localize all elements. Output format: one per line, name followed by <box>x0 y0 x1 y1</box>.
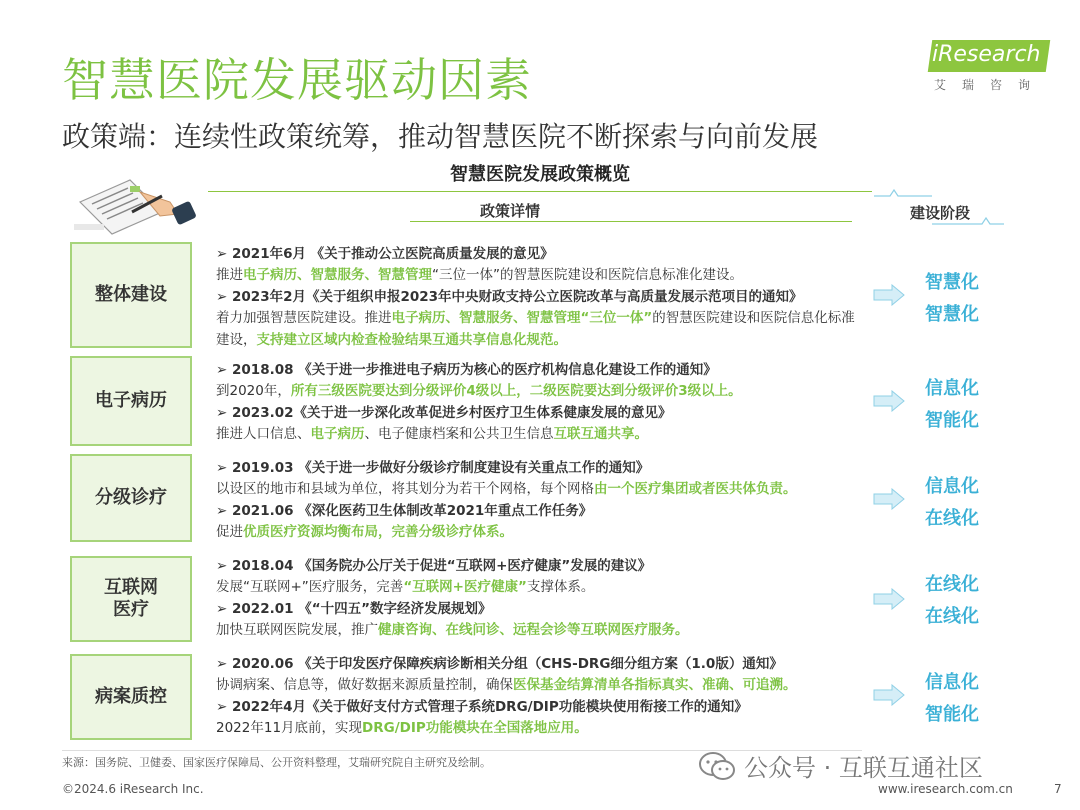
highlight-text: 优质医疗资源均衡布局，完善分级诊疗体系。 <box>243 524 513 541</box>
policy-description <box>216 479 866 500</box>
source-note: 来源：国务院、卫健委、国家医疗保障局、公开资料整理，艾瑞研究院自主研究及绘制。 <box>62 756 491 769</box>
highlight-text: 所有三级医院要达到分级评价4级以上，二级医院要达到分级评价3级以上。 <box>290 383 742 400</box>
logo-cn: 艾瑞咨询 <box>934 78 1047 92</box>
category-case-quality-control: 病案质控 <box>70 654 192 740</box>
right-arrow-icon <box>872 390 906 412</box>
stage-label: 在线化 <box>925 574 979 595</box>
stage-label: 信息化 <box>925 378 979 399</box>
wechat-watermark <box>698 748 983 783</box>
body-text: 到2020年， <box>216 383 291 400</box>
body-text: 推进 <box>216 267 243 284</box>
policy-detail-block <box>216 556 866 642</box>
stage-label: 智慧化 <box>925 304 979 325</box>
highlight-text: 医保基金结算清单各指标真实、准确、可追溯。 <box>513 677 797 694</box>
copyright: ©2024.6 iResearch Inc. <box>62 782 204 796</box>
policy-description <box>216 675 866 696</box>
body-text: 推进人口信息、 <box>216 426 311 443</box>
right-arrow-icon <box>872 284 906 306</box>
page-number: 7 <box>1054 782 1062 796</box>
policy-detail-block <box>216 244 866 351</box>
stage-label: 信息化 <box>925 672 979 693</box>
stage-label: 信息化 <box>925 476 979 497</box>
policy-description <box>216 424 866 445</box>
stage-header: 建设阶段 <box>909 204 970 222</box>
divider-line <box>208 191 872 192</box>
policy-detail-block <box>216 360 866 446</box>
overview-title: 智慧医院发展政策概览 <box>450 164 630 185</box>
policy-description <box>216 522 866 543</box>
right-arrow-icon <box>872 684 906 706</box>
highlight-text: 电子病历 <box>310 426 365 443</box>
category-emr: 电子病历 <box>70 356 192 446</box>
body-text: 协调病案、信息等，做好数据来源质量控制，确保 <box>216 677 513 694</box>
stage-label: 在线化 <box>925 606 979 627</box>
iresearch-logo <box>922 40 1052 98</box>
page-subtitle: 政策端：连续性政策统筹，推动智慧医院不断探索与向前发展 <box>62 120 819 153</box>
policy-description <box>216 718 866 739</box>
policy-heading: ➢ 2021.06 《深化医药卫生体制改革2021年重点工作任务》 <box>216 502 593 519</box>
website-link[interactable]: www.iresearch.com.cn <box>878 782 1013 796</box>
policy-detail-block <box>216 458 866 544</box>
body-text: 支撑体系。 <box>526 579 595 596</box>
category-tiered-diagnosis: 分级诊疗 <box>70 454 192 542</box>
policy-detail-block <box>216 654 866 740</box>
stage-label: 智慧化 <box>925 272 979 293</box>
body-text: 2022年11月底前，实现 <box>216 720 363 737</box>
highlight-text: 电子病历、智慧服务、智慧管理“三位一体” <box>391 310 653 327</box>
body-text: 以设区的地市和县域为单位，将其划分为若干个网格，每个网格 <box>216 481 594 498</box>
stage-label: 智能化 <box>925 410 979 431</box>
category-overall-construction: 整体建设 <box>70 242 192 348</box>
right-arrow-icon <box>872 488 906 510</box>
highlight-text: DRG/DIP功能模块在全国落地应用。 <box>362 720 588 737</box>
policy-heading: ➢ 2023年2月《关于组织申报2023年中央财政支持公立医院改革与高质量发展示范项目的通知》 <box>216 288 803 305</box>
policy-heading: ➢ 2022年4月《关于做好支付方式管理子系统DRG/DIP功能模块使用衔接工作的通知》 <box>216 698 748 715</box>
body-text: 促进 <box>216 524 243 541</box>
policy-heading: ➢ 2022.01 《“十四五”数字经济发展规划》 <box>216 600 492 617</box>
body-text: 着力加强智慧医院建设。推进 <box>216 310 392 327</box>
body-text: 发展“互联网+”医疗服务，完善 <box>216 579 404 596</box>
policy-heading: ➢ 2018.08 《关于进一步推进电子病历为核心的医疗机构信息化建设工作的通知》 <box>216 362 717 378</box>
policy-description <box>216 308 866 351</box>
policy-description <box>216 265 866 286</box>
highlight-text: 健康咨询、在线问诊、远程会诊等互联网医疗服务。 <box>378 622 689 639</box>
highlight-text: 电子病历、智慧服务、智慧管理 <box>243 267 432 284</box>
highlight-text: 互联互通共享。 <box>553 426 648 443</box>
stage-label: 智能化 <box>925 704 979 725</box>
policy-heading: ➢ 2023.02《关于进一步深化改革促进乡村医疗卫生体系健康发展的意见》 <box>216 404 672 421</box>
watermark-text: 公众号 · 互联互通社区 <box>744 754 983 782</box>
highlight-text: 支持建立区域内检查检验结果互通共享信息化规范。 <box>256 331 567 348</box>
highlight-text: 由一个医疗集团或者医共体负责。 <box>594 481 797 498</box>
policy-description <box>216 381 866 402</box>
right-arrow-icon <box>872 588 906 610</box>
body-text: 的智慧医院建设和医院信息化标准建设， <box>216 310 855 348</box>
detail-header-line <box>410 221 852 222</box>
logo-text: iResearch <box>932 42 1041 67</box>
highlight-text: “互联网+医疗健康” <box>403 579 527 596</box>
detail-header: 政策详情 <box>480 202 541 220</box>
policy-heading: ➢ 2021年6月 《关于推动公立医院高质量发展的意见》 <box>216 246 554 262</box>
wechat-icon <box>698 751 736 781</box>
policy-description <box>216 577 866 598</box>
stage-label: 在线化 <box>925 508 979 529</box>
policy-heading: ➢ 2018.04 《国务院办公厅关于促进“互联网+医疗健康”发展的建议》 <box>216 558 652 574</box>
policy-heading: ➢ 2019.03 《关于进一步做好分级诊疗制度建设有关重点工作的通知》 <box>216 460 650 476</box>
body-text: “三位一体”的智慧医院建设和医院信息标准化建设。 <box>432 267 743 284</box>
policy-description <box>216 620 866 641</box>
policy-heading: ➢ 2020.06 《关于印发医疗保障疾病诊断相关分组（CHS-DRG细分组方案（1.0版）通知》 <box>216 656 783 672</box>
category-internet-healthcare: 互联网 医疗 <box>70 556 192 642</box>
body-text: 加快互联网医院发展，推广 <box>216 622 378 639</box>
body-text: 、电子健康档案和公共卫生信息 <box>364 426 554 443</box>
page-title: 智慧医院发展驱动因素 <box>62 53 532 107</box>
